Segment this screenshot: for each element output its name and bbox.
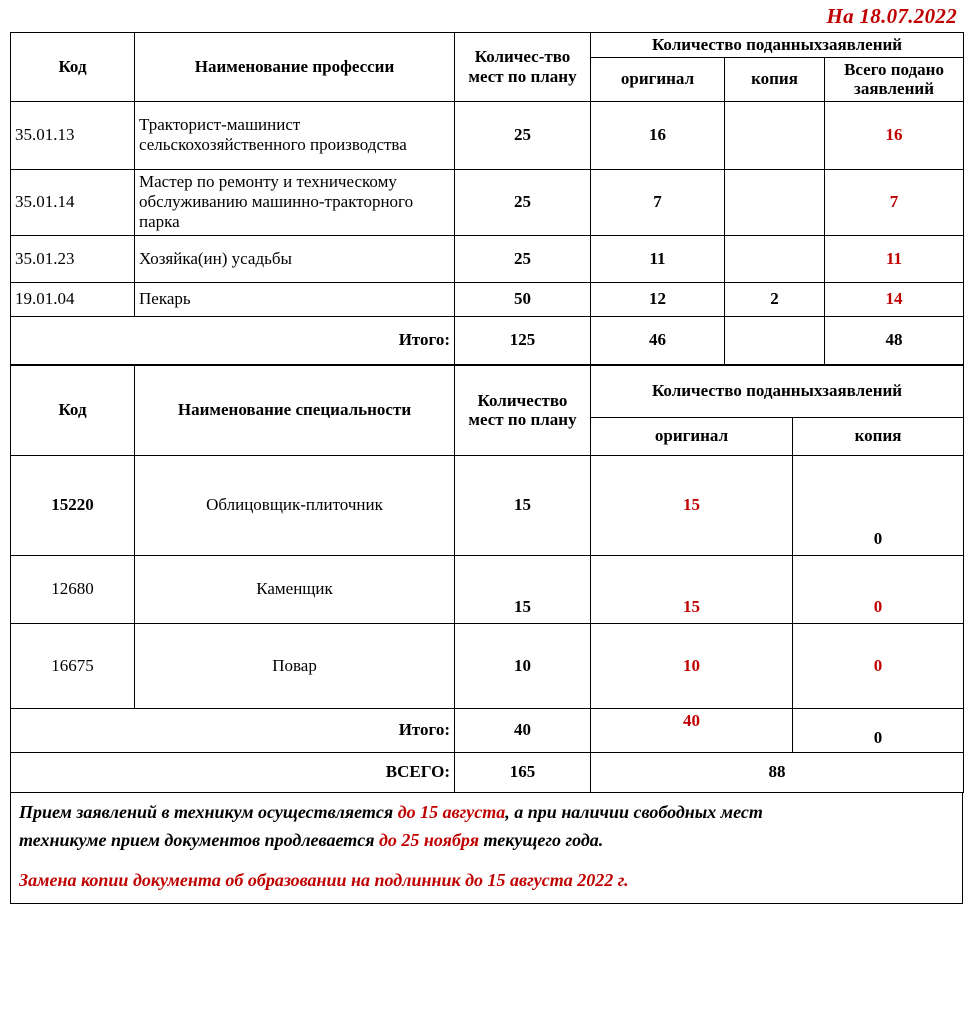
cell-copy: [725, 235, 825, 282]
header-original: оригинал: [591, 417, 793, 455]
table-row: [11, 455, 964, 555]
cell-copy: 0: [793, 555, 964, 623]
grand-total-row: [11, 752, 964, 792]
header-code: Код: [11, 33, 135, 102]
footer-copy-empty: [725, 316, 825, 364]
note-line-1: [19, 799, 954, 825]
cell-name: Облицовщик-плиточник: [135, 455, 455, 555]
notes-block: [10, 793, 963, 904]
cell-name: Хозяйка(ин) усадьбы: [135, 235, 455, 282]
cell-original: 15: [591, 455, 793, 555]
cell-original: 11: [591, 235, 725, 282]
header-plan-places: Количес-тво мест по плану: [455, 33, 591, 102]
cell-code: 15220: [11, 455, 135, 555]
footer-copy: 0: [793, 708, 964, 752]
header-speciality-name: Наименование специальности: [135, 365, 455, 455]
header-original: оригинал: [591, 57, 725, 101]
footer-total: 48: [825, 316, 964, 364]
cell-plan: 25: [455, 169, 591, 235]
table-row: [11, 101, 964, 169]
cell-name: Повар: [135, 623, 455, 708]
header-copy: копия: [793, 417, 964, 455]
header-code: Код: [11, 365, 135, 455]
cell-code: 12680: [11, 555, 135, 623]
table-row: [11, 235, 964, 282]
cell-code: 35.01.13: [11, 101, 135, 169]
footer-label: Итого:: [11, 708, 455, 752]
table-footer-row: [11, 708, 964, 752]
report-date: На 18.07.2022: [826, 4, 957, 28]
note-line2-part2: текущего года.: [478, 829, 604, 850]
footer-label: Итого:: [11, 316, 455, 364]
note-line2-part1: техникуме прием документов продлевается: [19, 829, 379, 850]
cell-plan: 10: [455, 623, 591, 708]
grand-total-plan: 165: [455, 752, 591, 792]
header-plan-places: Количество мест по плану: [455, 365, 591, 455]
cell-original: 10: [591, 623, 793, 708]
cell-plan: 25: [455, 235, 591, 282]
note-line-3: Замена копии документа об образовании на подлинник до 15 августа 2022 г.: [19, 869, 629, 890]
note-line2-highlight: до 25 ноября: [378, 829, 479, 850]
grand-total-label: ВСЕГО:: [11, 752, 455, 792]
cell-copy: 0: [793, 455, 964, 555]
cell-total: 11: [825, 235, 964, 282]
cell-original: 7: [591, 169, 725, 235]
table-header-row: [11, 365, 964, 417]
table-row: [11, 623, 964, 708]
table-row: [11, 169, 964, 235]
footer-plan: 125: [455, 316, 591, 364]
cell-plan: 15: [455, 555, 591, 623]
cell-plan: 50: [455, 282, 591, 316]
cell-code: 35.01.23: [11, 235, 135, 282]
professions-table: [10, 32, 964, 365]
cell-name: Мастер по ремонту и техническому обслуживанию машинно-тракторного парка: [135, 169, 455, 235]
note-line-2: [19, 827, 954, 853]
specialities-table: [10, 365, 964, 793]
cell-original: 16: [591, 101, 725, 169]
cell-total: 14: [825, 282, 964, 316]
cell-copy: [725, 169, 825, 235]
cell-code: 16675: [11, 623, 135, 708]
cell-copy: 0: [793, 623, 964, 708]
cell-name: Каменщик: [135, 555, 455, 623]
grand-total-applications: 88: [591, 752, 964, 792]
cell-code: 35.01.14: [11, 169, 135, 235]
note-line1-part1: Прием заявлений в техникум осуществляется: [19, 801, 398, 822]
cell-total: 7: [825, 169, 964, 235]
cell-plan: 25: [455, 101, 591, 169]
cell-total: 16: [825, 101, 964, 169]
table-row: [11, 282, 964, 316]
header-profession-name: Наименование профессии: [135, 33, 455, 102]
note-line1-highlight: до 15 августа: [397, 801, 506, 822]
header-applications-group: Количество поданныхзаявлений: [591, 33, 964, 58]
footer-plan: 40: [455, 708, 591, 752]
header-applications-group: Количество поданныхзаявлений: [591, 365, 964, 417]
header-total-submitted: Всего подано заявлений: [825, 57, 964, 101]
note-line1-part2: , а при наличии свободных мест: [505, 801, 763, 822]
cell-code: 19.01.04: [11, 282, 135, 316]
footer-original: 46: [591, 316, 725, 364]
cell-original: 12: [591, 282, 725, 316]
table-header-row: [11, 33, 964, 58]
cell-name: Тракторист-машинист сельскохозяйственного производства: [135, 101, 455, 169]
cell-original: 15: [591, 555, 793, 623]
cell-name: Пекарь: [135, 282, 455, 316]
cell-plan: 15: [455, 455, 591, 555]
header-copy: копия: [725, 57, 825, 101]
table-row: [11, 555, 964, 623]
cell-copy: [725, 101, 825, 169]
footer-original: 40: [591, 708, 793, 752]
table-footer-row: [11, 316, 964, 364]
cell-copy: 2: [725, 282, 825, 316]
